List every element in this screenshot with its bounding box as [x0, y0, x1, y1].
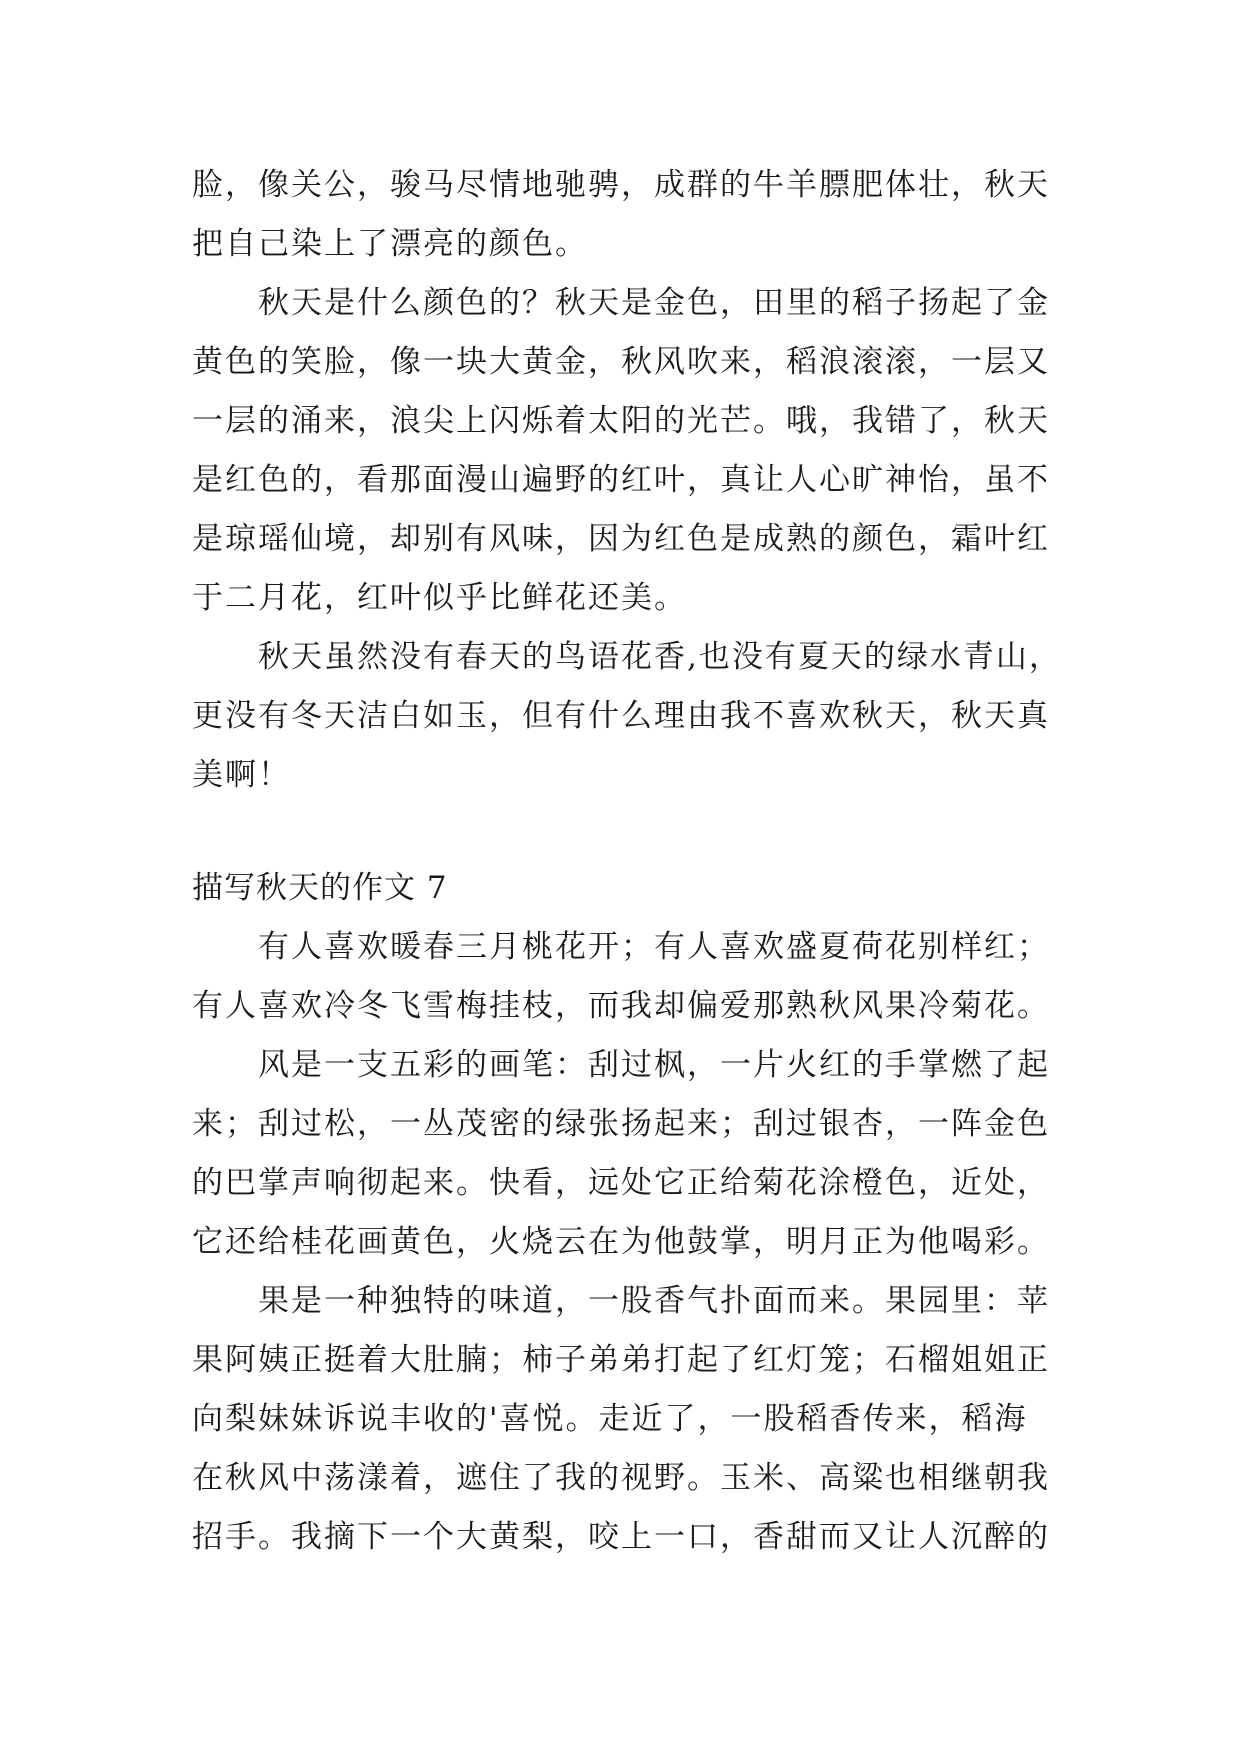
text-line: 秋天是什么颜色的？秋天是金色，田里的稻子扬起了金 — [258, 285, 1050, 321]
text-line: 是红色的，看那面漫山遍野的红叶，真让人心旷神怡，虽不 — [192, 462, 1050, 498]
text-line: 美啊！ — [192, 757, 291, 793]
text-line: 有人喜欢冷冬飞雪梅挂枝，而我却偏爱那熟秋风果冷菊花。 — [192, 988, 1050, 1024]
paragraph-conclusion — [192, 628, 1062, 805]
text-line: 在秋风中荡漾着，遮住了我的视野。玉米、高粱也相继朝我 — [192, 1460, 1050, 1496]
text-line: 更没有冬天洁白如玉，但有什么理由我不喜欢秋天，秋天真 — [192, 698, 1050, 734]
text-line: 秋天虽然没有春天的鸟语花香,也没有夏天的绿水青山， — [258, 639, 1062, 675]
paragraph-wind — [192, 1036, 1052, 1272]
text-line: 把自己染上了漂亮的颜色。 — [192, 226, 588, 262]
text-line: 它还给桂花画黄色，火烧云在为他鼓掌，明月正为他喝彩。 — [192, 1224, 1050, 1260]
text-line: 是琼瑶仙境，却别有风味，因为红色是成熟的颜色，霜叶红 — [192, 521, 1050, 557]
text-line: 果是一种独特的味道，一股香气扑面而来。果园里：苹 — [258, 1283, 1050, 1319]
text-line: 脸，像关公，骏马尽情地驰骋，成群的牛羊膘肥体壮，秋天 — [192, 167, 1050, 203]
paragraph-preferences — [192, 918, 1052, 1036]
text-line: 果阿姨正挺着大肚腩；柿子弟弟打起了红灯笼；石榴姐姐正 — [192, 1342, 1050, 1378]
document-body — [192, 156, 1062, 1567]
text-line: 向梨妹妹诉说丰收的'喜悦。走近了，一股稻香传来，稻海 — [192, 1401, 1028, 1437]
paragraph-continued — [192, 156, 1052, 274]
text-line: 黄色的笑脸，像一块大黄金，秋风吹来，稻浪滚滚，一层又 — [192, 344, 1050, 380]
paragraph-fruit — [192, 1272, 1052, 1567]
text-line: 于二月花，红叶似乎比鲜花还美。 — [192, 580, 687, 616]
text-line: 的巴掌声响彻起来。快看，远处它正给菊花涂橙色，近处， — [192, 1165, 1050, 1201]
section-title: 描写秋天的作文 7 — [192, 870, 448, 906]
text-line: 风是一支五彩的画笔：刮过枫，一片火红的手掌燃了起 — [258, 1047, 1050, 1083]
section-spacer — [192, 805, 1052, 859]
paragraph-autumn-colors — [192, 274, 1052, 628]
text-line: 来；刮过松，一丛茂密的绿张扬起来；刮过银杏，一阵金色 — [192, 1106, 1050, 1142]
text-line: 招手。我摘下一个大黄梨，咬上一口，香甜而又让人沉醉的 — [192, 1519, 1050, 1555]
text-line: 一层的涌来，浪尖上闪烁着太阳的光芒。哦，我错了，秋天 — [192, 403, 1050, 439]
text-line: 有人喜欢暖春三月桃花开；有人喜欢盛夏荷花别样红； — [258, 929, 1050, 965]
